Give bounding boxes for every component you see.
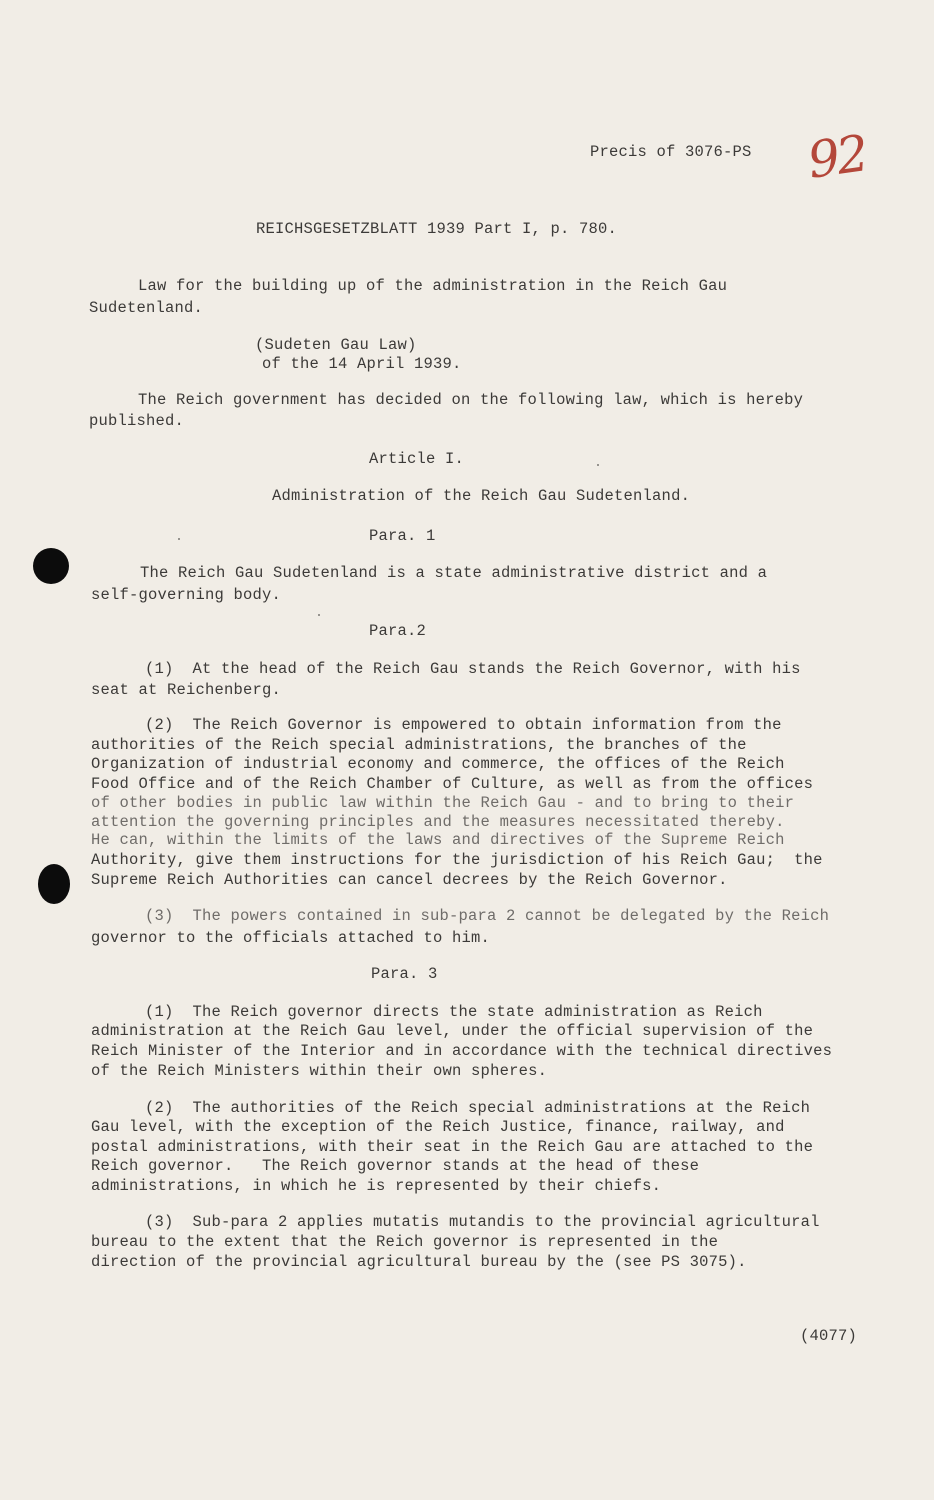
- law-title-line-1: Law for the building up of the administration in the Reich Gau: [138, 277, 728, 295]
- para2-2-line-7: He can, within the limits of the laws and directives of the Supreme Reich: [91, 831, 785, 849]
- paper-speck: [318, 614, 320, 616]
- paper-speck: [597, 464, 599, 466]
- para3-2-line-3: postal administrations, with their seat in the Reich Gau are attached to the: [91, 1138, 814, 1156]
- para3-1-line-4: of the Reich Ministers within their own spheres.: [91, 1062, 548, 1080]
- para3-2-line-1: (2) The authorities of the Reich special administrations at the Reich: [145, 1099, 811, 1117]
- para2-2-line-6: attention the governing principles and the measures necessitated thereby.: [91, 813, 785, 831]
- punch-hole-top: [33, 548, 69, 584]
- preamble-line-1: The Reich government has decided on the following law, which is hereby: [138, 391, 804, 409]
- para3-2-line-5: administrations, in which he is represented by their chiefs.: [91, 1177, 662, 1195]
- document-heading: REICHSGESETZBLATT 1939 Part I, p. 780.: [256, 220, 618, 238]
- footer-document-number: (4077): [800, 1327, 858, 1345]
- article-heading: Article I.: [369, 450, 465, 468]
- precis-reference: Precis of 3076-PS: [590, 143, 752, 161]
- para2-2-line-3: Organization of industrial economy and commerce, the offices of the Reich: [91, 755, 785, 773]
- article-title: Administration of the Reich Gau Sudetenland.: [272, 487, 691, 505]
- para3-1-line-3: Reich Minister of the Interior and in accordance with the technical directives: [91, 1042, 833, 1060]
- para2-1-line-1: (1) At the head of the Reich Gau stands the Reich Governor, with his: [145, 660, 801, 678]
- para2-2-line-8: Authority, give them instructions for the jurisdiction of his Reich Gau; the: [91, 851, 823, 869]
- para2-1-line-2: seat at Reichenberg.: [91, 681, 282, 699]
- para3-heading: Para. 3: [371, 965, 438, 983]
- paper-speck: [178, 538, 180, 540]
- handwritten-page-number: 92: [804, 124, 870, 190]
- para2-3-line-1: (3) The powers contained in sub-para 2 cannot be delegated by the Reich: [145, 907, 830, 925]
- para2-3-line-2: governor to the officials attached to him.: [91, 929, 491, 947]
- para2-2-line-5: of other bodies in public law within the Reich Gau - and to bring to their: [91, 794, 795, 812]
- para1-line-1: The Reich Gau Sudetenland is a state administrative district and a: [140, 564, 768, 582]
- para3-2-line-2: Gau level, with the exception of the Reich Justice, finance, railway, and: [91, 1118, 785, 1136]
- para2-2-line-1: (2) The Reich Governor is empowered to obtain information from the: [145, 716, 782, 734]
- para3-1-line-1: (1) The Reich governor directs the state administration as Reich: [145, 1003, 763, 1021]
- para1-heading: Para. 1: [369, 527, 436, 545]
- para2-2-line-4: Food Office and of the Reich Chamber of Culture, as well as from the offices: [91, 775, 814, 793]
- para2-2-line-9: Supreme Reich Authorities can cancel decrees by the Reich Governor.: [91, 871, 728, 889]
- para2-heading: Para.2: [369, 622, 427, 640]
- para3-3-line-2: bureau to the extent that the Reich governor is represented in the: [91, 1233, 719, 1251]
- punch-hole-bottom: [38, 864, 70, 904]
- short-title-line-1: (Sudeten Gau Law): [255, 336, 417, 354]
- para3-3-line-3: direction of the provincial agricultural bureau by the (see PS 3075).: [91, 1253, 747, 1271]
- para1-line-2: self-governing body.: [91, 586, 282, 604]
- para3-3-line-1: (3) Sub-para 2 applies mutatis mutandis to the provincial agricultural: [145, 1213, 820, 1231]
- para3-2-line-4: Reich governor. The Reich governor stands at the head of these: [91, 1157, 700, 1175]
- preamble-line-2: published.: [89, 412, 185, 430]
- law-title-line-2: Sudetenland.: [89, 299, 204, 317]
- para2-2-line-2: authorities of the Reich special administrations, the branches of the: [91, 736, 747, 754]
- para3-1-line-2: administration at the Reich Gau level, under the official supervision of the: [91, 1022, 814, 1040]
- short-title-line-2: of the 14 April 1939.: [262, 355, 462, 373]
